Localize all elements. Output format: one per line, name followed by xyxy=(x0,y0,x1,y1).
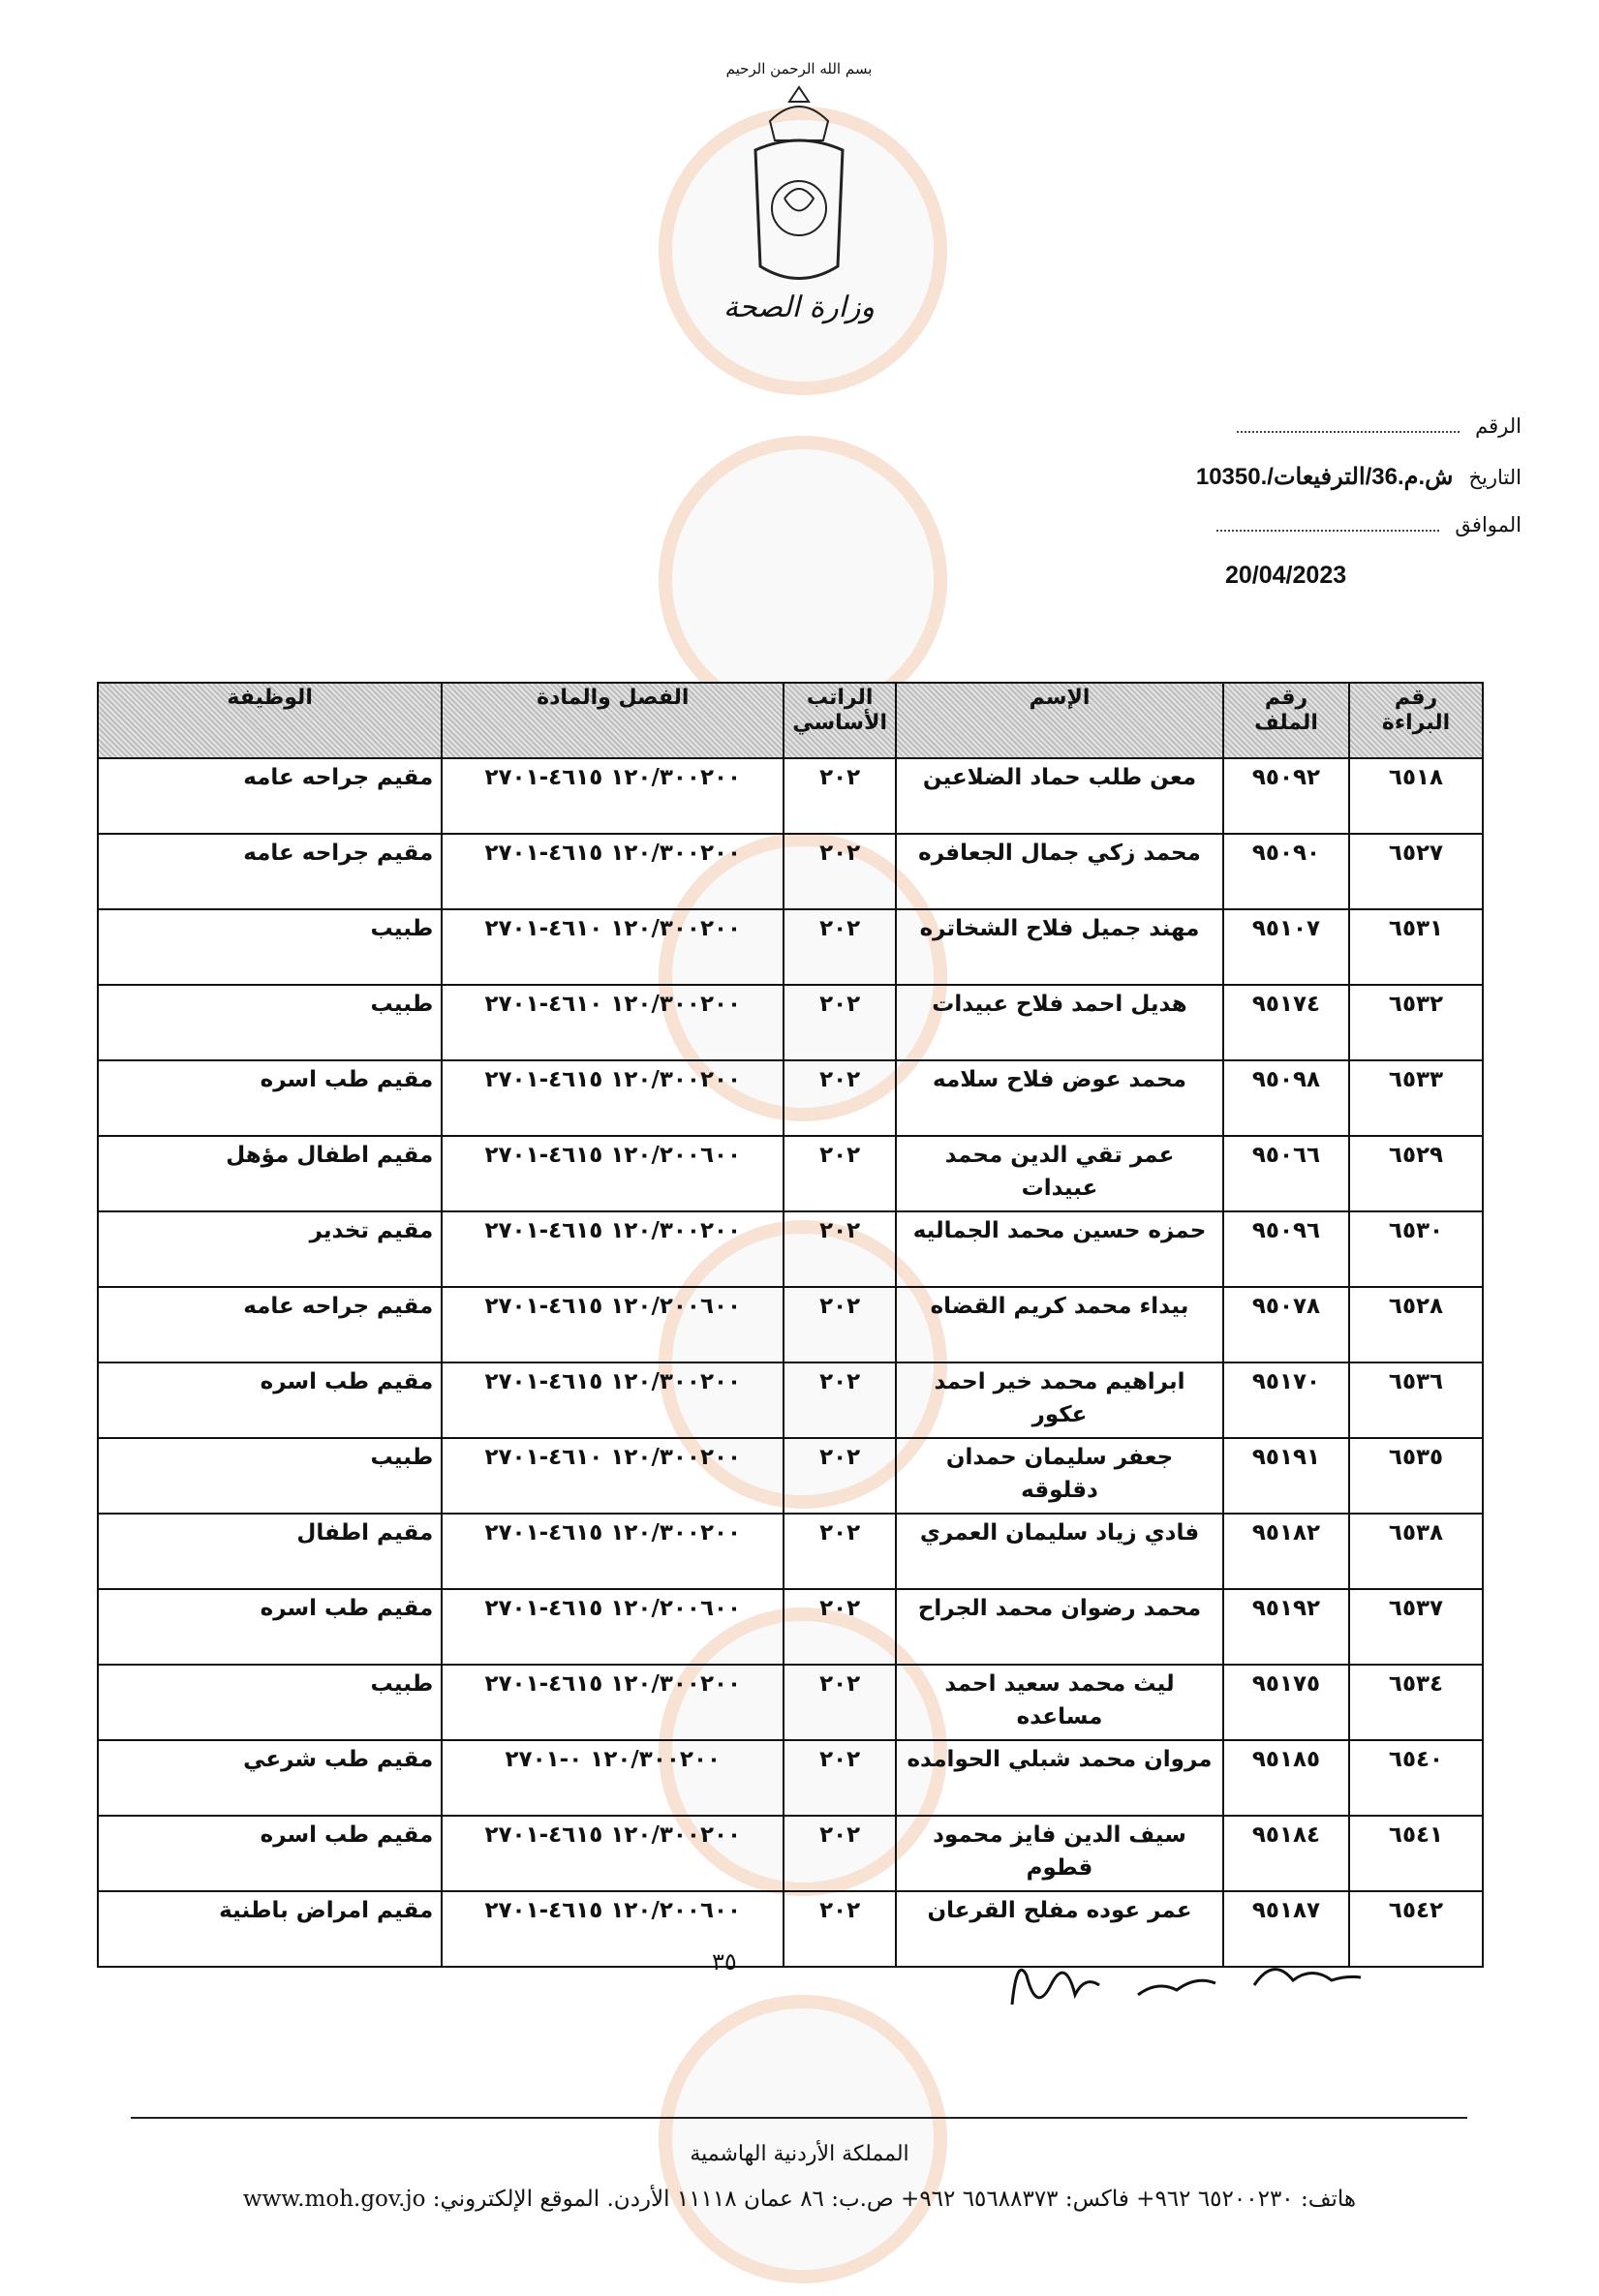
file-number-cell: ٩٥١٠٧ xyxy=(1223,909,1349,985)
basic-salary-cell: ٢٠٢ xyxy=(784,985,896,1060)
license-number-cell: ٦٥٣٣ xyxy=(1349,1060,1483,1136)
chapter-article-cell: ١٢٠/٣٠٠٢٠٠ ٤٦١٠-٢٧٠١ xyxy=(442,1438,784,1514)
table-row xyxy=(98,1740,1483,1816)
basic-salary-cell: ٢٠٢ xyxy=(784,1136,896,1211)
name-cell: عمر تقي الدين محمد عبيدات xyxy=(896,1136,1223,1211)
chapter-article-cell: ١٢٠/٣٠٠٢٠٠ ٤٦١٥-٢٧٠١ xyxy=(442,834,784,909)
name-cell: مهند جميل فلاح الشخاتره xyxy=(896,909,1223,985)
file-number-cell: ٩٥١٩١ xyxy=(1223,1438,1349,1514)
basic-salary-cell: ٢٠٢ xyxy=(784,1362,896,1438)
job-cell: مقيم امراض باطنية xyxy=(98,1891,442,1967)
table-row xyxy=(98,1438,1483,1514)
table-row xyxy=(98,1287,1483,1362)
name-cell: مروان محمد شبلي الحوامده xyxy=(896,1740,1223,1816)
basic-salary-cell: ٢٠٢ xyxy=(784,758,896,834)
license-number-cell: ٦٥٣٤ xyxy=(1349,1665,1483,1740)
table-row xyxy=(98,909,1483,985)
file-number-cell: ٩٥٠٧٨ xyxy=(1223,1287,1349,1362)
license-number-cell: ٦٥٢٨ xyxy=(1349,1287,1483,1362)
basic-salary-cell: ٢٠٢ xyxy=(784,1060,896,1136)
table-row xyxy=(98,1665,1483,1740)
job-cell: طبيب xyxy=(98,1665,442,1740)
name-cell: فادي زياد سليمان العمري xyxy=(896,1514,1223,1589)
license-number-cell: ٦٥٣٧ xyxy=(1349,1589,1483,1665)
name-cell: عمر عوده مفلح القرعان xyxy=(896,1891,1223,1967)
file-number-cell: ٩٥١٧٤ xyxy=(1223,985,1349,1060)
job-cell: مقيم طب اسره xyxy=(98,1589,442,1665)
file-number-cell: ٩٥٠٩٢ xyxy=(1223,758,1349,834)
table-row xyxy=(98,1211,1483,1287)
job-cell: طبيب xyxy=(98,1438,442,1514)
table-row xyxy=(98,985,1483,1060)
chapter-article-cell: ١٢٠/٣٠٠٢٠٠ ٤٦١٠-٢٧٠١ xyxy=(442,909,784,985)
file-number-cell: ٩٥١٨٢ xyxy=(1223,1514,1349,1589)
job-cell: مقيم جراحه عامه xyxy=(98,1287,442,1362)
chapter-article-cell: ١٢٠/٣٠٠٢٠٠ ٤٦١٥-٢٧٠١ xyxy=(442,758,784,834)
header-file-number: رقم الملف xyxy=(1223,683,1349,758)
chapter-article-cell: ١٢٠/٢٠٠٦٠٠ ٤٦١٥-٢٧٠١ xyxy=(442,1136,784,1211)
basic-salary-cell: ٢٠٢ xyxy=(784,1514,896,1589)
page-number: ٣٥ xyxy=(712,1948,737,1975)
license-number-cell: ٦٥٣٦ xyxy=(1349,1362,1483,1438)
job-cell: مقيم تخدير xyxy=(98,1211,442,1287)
name-cell: سيف الدين فايز محمود قطوم xyxy=(896,1816,1223,1891)
name-cell: محمد رضوان محمد الجراح xyxy=(896,1589,1223,1665)
file-number-cell: ٩٥١٧٠ xyxy=(1223,1362,1349,1438)
watermark-clock xyxy=(659,1995,947,2283)
license-number-cell: ٦٥٣٥ xyxy=(1349,1438,1483,1514)
bismillah: بسم الله الرحمن الرحيم xyxy=(725,60,873,77)
basic-salary-cell: ٢٠٢ xyxy=(784,909,896,985)
license-number-cell: ٦٥٤١ xyxy=(1349,1816,1483,1891)
footer-divider xyxy=(131,2117,1467,2119)
name-cell: حمزه حسين محمد الجماليه xyxy=(896,1211,1223,1287)
license-number-cell: ٦٥٢٩ xyxy=(1349,1136,1483,1211)
ministry-name: وزارة الصحة xyxy=(723,291,875,324)
name-cell: بيداء محمد كريم القضاه xyxy=(896,1287,1223,1362)
file-number-cell: ٩٥١٧٥ xyxy=(1223,1665,1349,1740)
basic-salary-cell: ٢٠٢ xyxy=(784,1438,896,1514)
chapter-article-cell: ١٢٠/٢٠٠٦٠٠ ٤٦١٥-٢٧٠١ xyxy=(442,1287,784,1362)
footer-kingdom: المملكة الأردنية الهاشمية xyxy=(690,2142,909,2166)
license-number-cell: ٦٥٣٠ xyxy=(1349,1211,1483,1287)
name-cell: ليث محمد سعيد احمد مساعده xyxy=(896,1665,1223,1740)
file-number-cell: ٩٥١٨٧ xyxy=(1223,1891,1349,1967)
basic-salary-cell: ٢٠٢ xyxy=(784,834,896,909)
license-number-cell: ٦٥٤٢ xyxy=(1349,1891,1483,1967)
table-row xyxy=(98,1514,1483,1589)
license-number-cell: ٦٥٣٢ xyxy=(1349,985,1483,1060)
license-number-cell: ٦٥٤٠ xyxy=(1349,1740,1483,1816)
job-cell: مقيم جراحه عامه xyxy=(98,834,442,909)
job-cell: طبيب xyxy=(98,985,442,1060)
job-cell: طبيب xyxy=(98,909,442,985)
header-name: الإسم xyxy=(896,683,1223,758)
number-field xyxy=(1237,414,1522,438)
chapter-article-cell: ١٢٠/٣٠٠٢٠٠ ٤٦١٥-٢٧٠١ xyxy=(442,1514,784,1589)
file-number-cell: ٩٥١٨٥ xyxy=(1223,1740,1349,1816)
chapter-article-cell: ١٢٠/٣٠٠٢٠٠ ٤٦١٥-٢٧٠١ xyxy=(442,1665,784,1740)
license-number-cell: ٦٥٣١ xyxy=(1349,909,1483,985)
jordan-coat-of-arms-icon xyxy=(746,82,852,305)
name-cell: ابراهيم محمد خير احمد عكور xyxy=(896,1362,1223,1438)
license-number-cell: ٦٥٢٧ xyxy=(1349,834,1483,909)
date-label: التاريخ xyxy=(1468,466,1522,489)
job-cell: مقيم جراحه عامه xyxy=(98,758,442,834)
header-job: الوظيفة xyxy=(98,683,442,758)
document-date: 20/04/2023 xyxy=(1225,562,1347,589)
file-number-cell: ٩٥٠٩٦ xyxy=(1223,1211,1349,1287)
basic-salary-cell: ٢٠٢ xyxy=(784,1891,896,1967)
table-row xyxy=(98,1362,1483,1438)
promotions-table xyxy=(97,682,1484,1968)
chapter-article-cell: ١٢٠/٢٠٠٦٠٠ ٤٦١٥-٢٧٠١ xyxy=(442,1891,784,1967)
date-field xyxy=(1196,463,1522,491)
corresponding-label: الموافق xyxy=(1455,513,1522,536)
header-chapter-article: الفصل والمادة xyxy=(442,683,784,758)
header-basic-salary: الراتب الأساسي xyxy=(784,683,896,758)
table-row xyxy=(98,1589,1483,1665)
name-cell: جعفر سليمان حمدان دقلوقه xyxy=(896,1438,1223,1514)
handwritten-signatures xyxy=(993,1937,1370,2029)
file-number-cell: ٩٥١٨٤ xyxy=(1223,1816,1349,1891)
name-cell: محمد عوض فلاح سلامه xyxy=(896,1060,1223,1136)
file-number-cell: ٩٥٠٩٨ xyxy=(1223,1060,1349,1136)
name-cell: محمد زكي جمال الجعافره xyxy=(896,834,1223,909)
file-number-cell: ٩٥٠٩٠ xyxy=(1223,834,1349,909)
job-cell: مقيم طب اسره xyxy=(98,1362,442,1438)
file-number-cell: ٩٥١٩٢ xyxy=(1223,1589,1349,1665)
number-dots xyxy=(1237,417,1460,433)
job-cell: مقيم طب شرعي xyxy=(98,1740,442,1816)
chapter-article-cell: ١٢٠/٣٠٠٢٠٠ ٤٦١٥-٢٧٠١ xyxy=(442,1060,784,1136)
table-row xyxy=(98,1136,1483,1211)
job-cell: مقيم طب اسره xyxy=(98,1816,442,1891)
chapter-article-cell: ١٢٠/٣٠٠٢٠٠ ٠-٢٧٠١ xyxy=(442,1740,784,1816)
basic-salary-cell: ٢٠٢ xyxy=(784,1665,896,1740)
basic-salary-cell: ٢٠٢ xyxy=(784,1816,896,1891)
table-header-row xyxy=(98,683,1483,758)
basic-salary-cell: ٢٠٢ xyxy=(784,1589,896,1665)
basic-salary-cell: ٢٠٢ xyxy=(784,1211,896,1287)
job-cell: مقيم اطفال xyxy=(98,1514,442,1589)
reference-number: ش.م.36/الترفيعات/.10350 xyxy=(1195,464,1454,490)
footer-contact: هاتف: ٦٥٢٠٠٢٣٠ ٩٦٢+ فاكس: ٦٥٦٨٨٣٧٣ ٩٦٢+ ص.ب: ٨٦ عمان ١١١١٨ الأردن. الموقع الإلكتروني: www.moh.gov.jo xyxy=(242,2187,1357,2212)
basic-salary-cell: ٢٠٢ xyxy=(784,1740,896,1816)
chapter-article-cell: ١٢٠/٣٠٠٢٠٠ ٤٦١٥-٢٧٠١ xyxy=(442,1362,784,1438)
license-number-cell: ٦٥١٨ xyxy=(1349,758,1483,834)
chapter-article-cell: ١٢٠/٣٠٠٢٠٠ ٤٦١٠-٢٧٠١ xyxy=(442,985,784,1060)
basic-salary-cell: ٢٠٢ xyxy=(784,1287,896,1362)
chapter-article-cell: ١٢٠/٣٠٠٢٠٠ ٤٦١٥-٢٧٠١ xyxy=(442,1211,784,1287)
name-cell: هديل احمد فلاح عبيدات xyxy=(896,985,1223,1060)
corresponding-dots xyxy=(1216,516,1439,532)
chapter-article-cell: ١٢٠/٢٠٠٦٠٠ ٤٦١٥-٢٧٠١ xyxy=(442,1589,784,1665)
job-cell: مقيم طب اسره xyxy=(98,1060,442,1136)
table-row xyxy=(98,834,1483,909)
table-row xyxy=(98,758,1483,834)
chapter-article-cell: ١٢٠/٣٠٠٢٠٠ ٤٦١٥-٢٧٠١ xyxy=(442,1816,784,1891)
license-number-cell: ٦٥٣٨ xyxy=(1349,1514,1483,1589)
corresponding-field xyxy=(1216,513,1522,536)
job-cell: مقيم اطفال مؤهل xyxy=(98,1136,442,1211)
table-row xyxy=(98,1816,1483,1891)
header-license-number: رقم البراءة xyxy=(1349,683,1483,758)
name-cell: معن طلب حماد الضلاعين xyxy=(896,758,1223,834)
file-number-cell: ٩٥٠٦٦ xyxy=(1223,1136,1349,1211)
table-row xyxy=(98,1060,1483,1136)
number-label: الرقم xyxy=(1475,414,1522,438)
